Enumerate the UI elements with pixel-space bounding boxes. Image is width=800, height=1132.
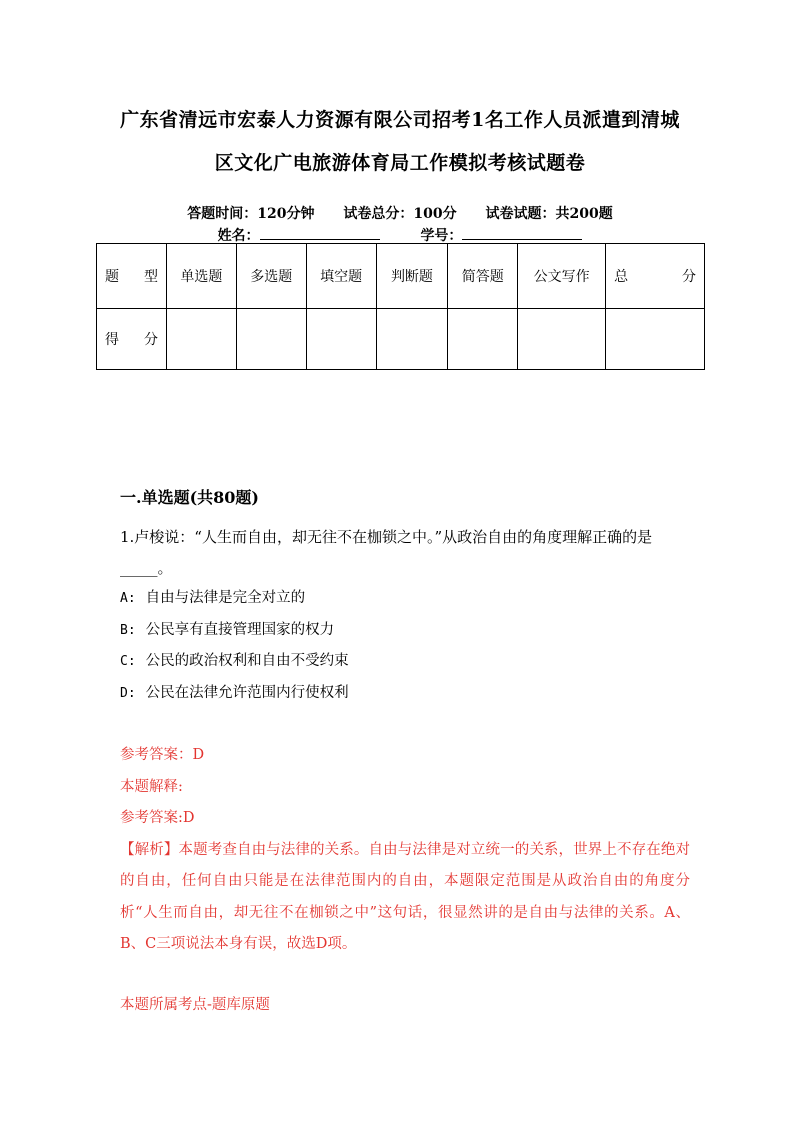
exam-total-score: 试卷总分：100分 [343,206,457,222]
col-fill-blank: 填空题 [306,244,376,309]
total-label-right: 分 [682,269,696,285]
score-cell-true-false[interactable] [376,309,448,370]
option-a-text: 自由与法律是完全对立的 [145,590,306,606]
question-options [120,583,349,709]
name-blank[interactable] [260,227,380,240]
score-cell-official-writing[interactable] [518,309,606,370]
option-c-text: 公民的政治权利和自由不受约束 [145,653,349,669]
col-official-writing: 公文写作 [518,244,606,309]
score-cell-fill-blank[interactable] [306,309,376,370]
option-d-text: 公民在法律允许范围内行使权利 [145,684,349,701]
col-total [606,244,705,309]
student-id-field [420,228,582,244]
reference-answer-1: 参考答案：D [120,747,205,763]
exam-question-count: 试卷试题：共200题 [485,206,613,222]
option-c[interactable] [120,646,349,678]
exam-title-line-2: 区文化广电旅游体育局工作模拟考核试题卷 [214,152,586,174]
option-a-key: A: [120,591,136,606]
col-single-choice: 单选题 [166,244,236,309]
row-label-score [97,309,167,370]
score-cell-total[interactable] [606,309,705,370]
score-label-right: 分 [143,332,158,348]
option-b-key: B: [120,622,136,638]
exam-title-line-1: 广东省清远市宏泰人力资源有限公司招考1名工作人员派遣到清城 [120,109,680,131]
exam-time: 答题时间：120分钟 [187,206,315,222]
student-id-label: 学号： [420,228,463,244]
name-field [218,228,385,244]
col-multi-choice: 多选题 [236,244,306,309]
option-b-text: 公民享有直接管理国家的权力 [145,621,335,638]
option-b[interactable] [120,615,349,647]
option-d-key: D: [120,685,136,701]
answer-block [120,740,690,961]
score-table-header-row [97,244,705,309]
row-label-question-type [97,244,167,309]
row-label-right: 型 [143,269,158,285]
student-id-blank[interactable] [462,227,582,240]
student-info [0,225,800,245]
score-table [96,243,705,370]
score-cell-short-answer[interactable] [448,309,518,370]
score-cell-multi-choice[interactable] [236,309,306,370]
question-text: 1.卢梭说：“人生而自由，却无往不在枷锁之中。”从政治自由的角度理解正确的是_____。 [120,528,653,577]
score-table-score-row [97,309,705,370]
answer-analysis: 【解析】本题考查自由与法律的关系。自由与法律是对立统一的关系，世界上不存在绝对的自由，任何自由只能是在法律范围内的自由，本题限定范围是从政治自由的角度分析“人生而自由，却无往不在枷锁之中”这句话，很显然讲的是自由与法律的关系。A、B、C三项说法本身有误，故选D项。 [120,841,690,952]
section-heading: 一.单选题(共80题) [120,488,259,507]
reference-answer-2: 参考答案:D [120,810,195,826]
total-label-left: 总 [614,269,629,285]
score-cell-single-choice[interactable] [166,309,236,370]
row-label-left: 题 [105,269,119,285]
name-label: 姓名： [217,228,260,244]
option-c-key: C: [120,654,136,669]
col-short-answer: 简答题 [448,244,518,309]
col-true-false: 判断题 [376,244,448,309]
option-d[interactable] [120,678,349,710]
option-a[interactable] [120,583,349,615]
score-label-left: 得 [105,332,119,348]
explanation-label: 本题解释: [120,778,183,795]
exam-meta-info [0,203,800,223]
question-source: 本题所属考点-题库原题 [120,997,270,1013]
